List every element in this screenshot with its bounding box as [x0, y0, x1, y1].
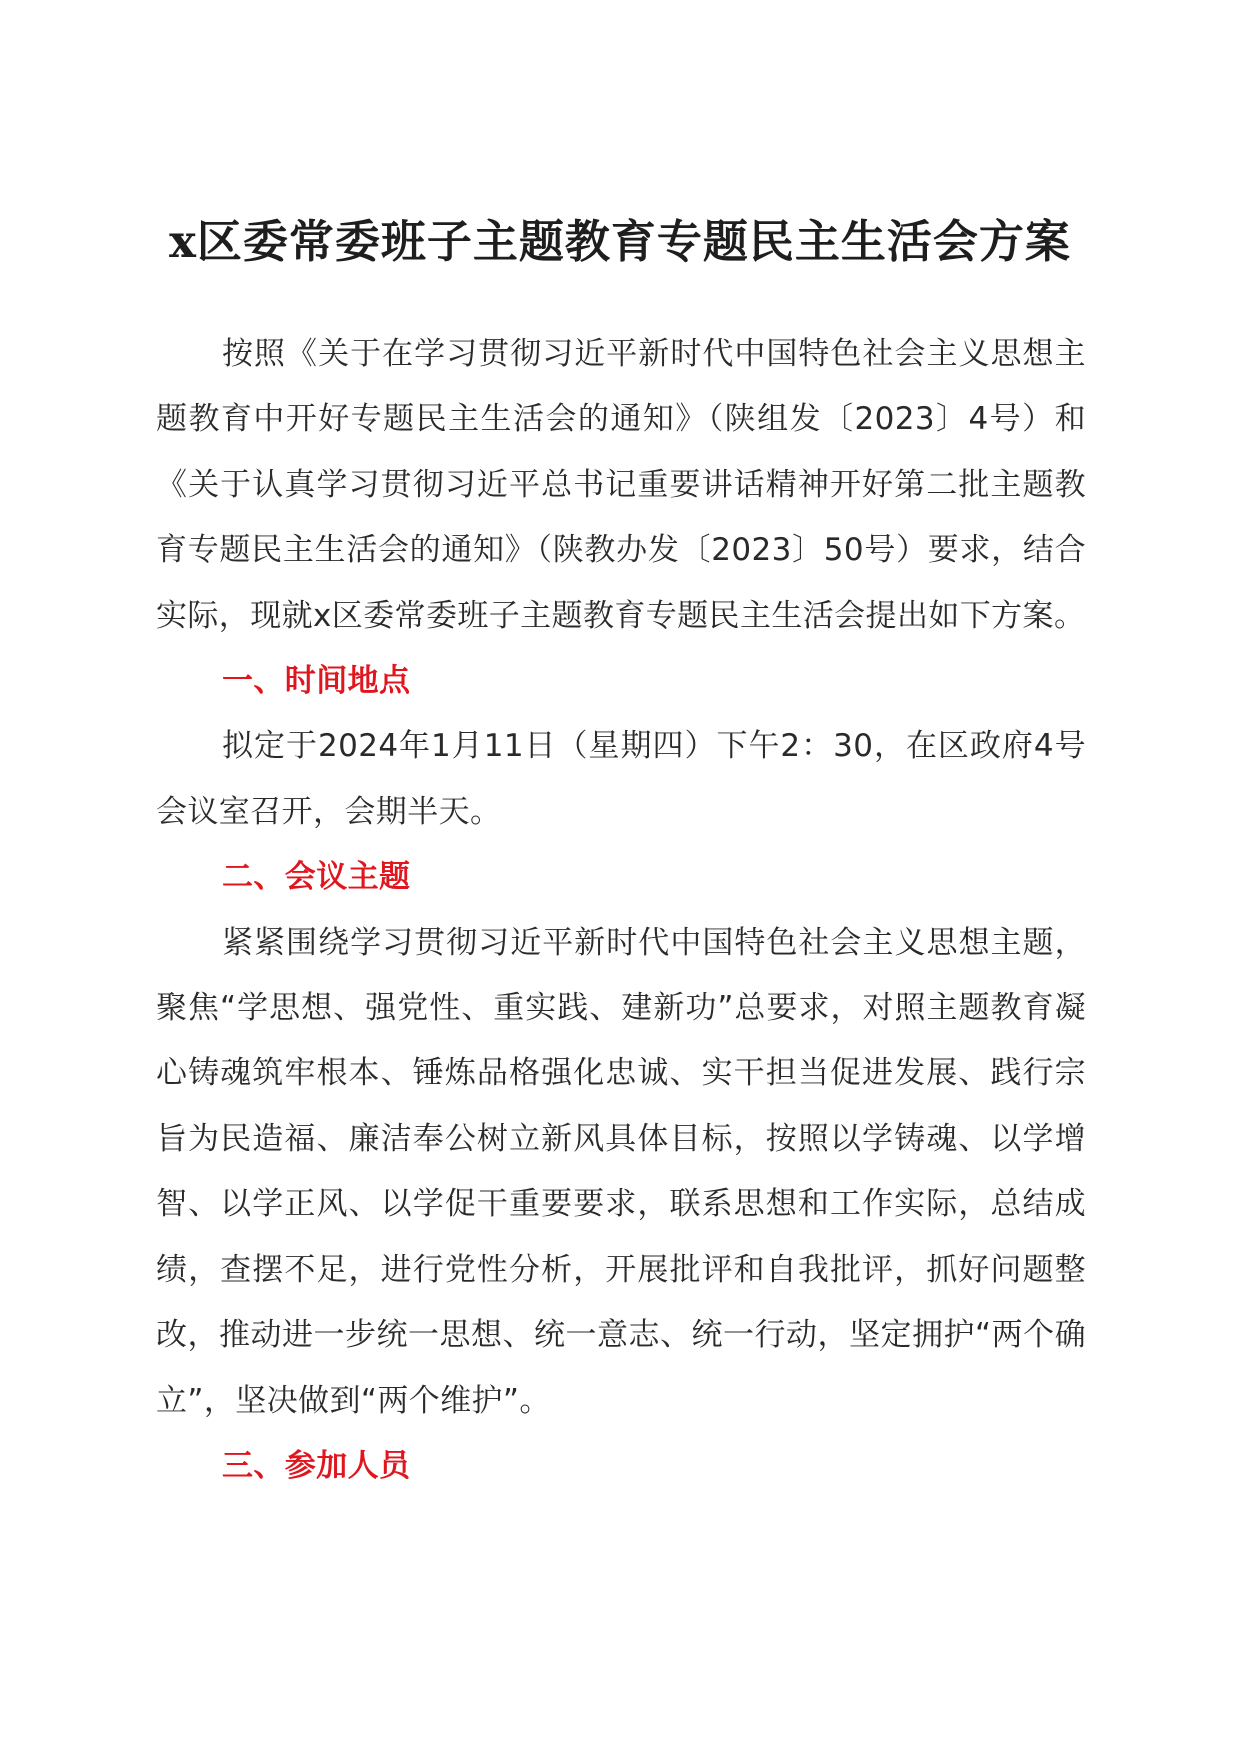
section-body-theme: 紧紧围绕学习贯彻习近平新时代中国特色社会主义思想主题，聚焦“学思想、强党性、重实践、建新功”总要求，对照主题教育凝心铸魂筑牢根本、锤炼品格强化忠诚、实干担当促进发展、践行宗旨为民造福、廉洁奉公树立新风具体目标，按照以学铸魂、以学增智、以学正风、以学促干重要要求，联系思想和工作实际，总结成绩，查摆不足，进行党性分析，开展批评和自我批评，抓好问题整改，推动进一步统一思想、统一意志、统一行动，坚定拥护“两个确立”，坚决做到“两个维护”。	[156, 924, 1086, 1419]
document-body	[156, 322, 1086, 1499]
section-heading-theme: 二、会议主题	[222, 859, 411, 896]
section-body-time-place: 拟定于2024年1月11日（星期四）下午2：30，在区政府4号会议室召开，会期半天。	[156, 728, 1086, 830]
document-title: x区委常委班子主题教育专题民主生活会方案	[169, 215, 1071, 268]
section-heading-participants: 三、参加人员	[222, 1447, 411, 1484]
intro-paragraph: 按照《关于在学习贯彻习近平新时代中国特色社会主义思想主题教育中开好专题民主生活会的通知》（陕组发〔2023〕4号）和《关于认真学习贯彻习近平总书记重要讲话精神开好第二批主题教育专题民主生活会的通知》（陕教办发〔2023〕50号）要求，结合实际，现就x区委常委班子主题教育专题民主生活会提出如下方案。	[156, 336, 1086, 634]
section-heading-time-place: 一、时间地点	[222, 663, 411, 700]
